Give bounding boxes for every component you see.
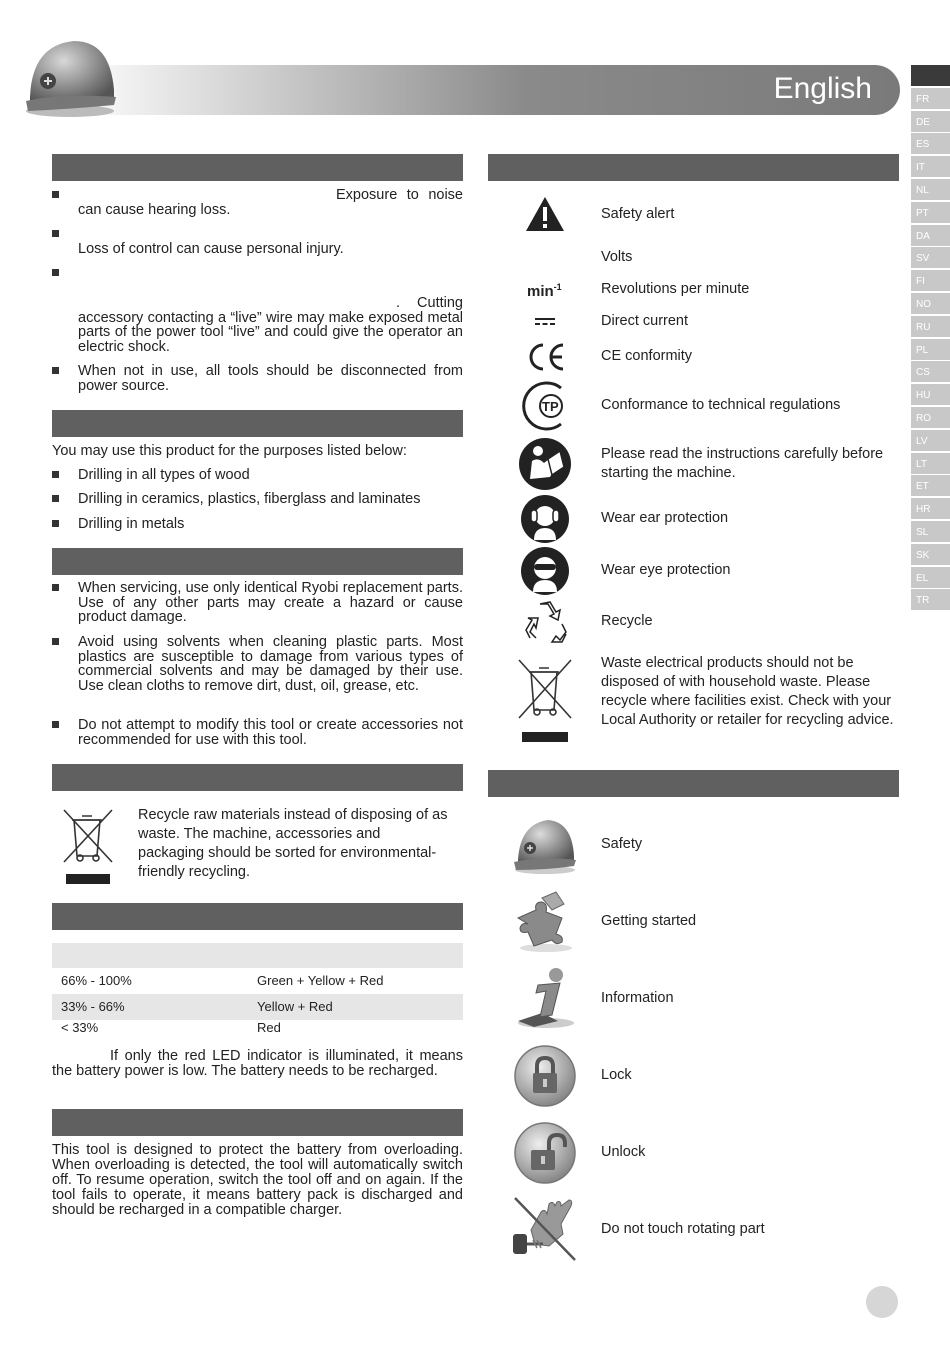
maintenance-item [52, 635, 463, 693]
intended-use-intro: You may use this product for the purposes listed below: [52, 443, 407, 459]
lang-tab-el[interactable]: EL [911, 567, 950, 588]
helmet-icon [512, 816, 578, 876]
maintenance-text: When servicing, use only identical Ryobi replacement parts. Use of any other parts may create a hazard or cause product damage. [78, 580, 463, 625]
lang-tab-ru[interactable]: RU [911, 316, 950, 337]
warning-text: When not in use, all tools should be disconnected from power source. [78, 363, 463, 394]
bullet-square [52, 495, 59, 502]
lang-tab-pt[interactable]: PT [911, 202, 950, 223]
symbol-label: Safety alert [601, 206, 675, 222]
unlock-icon [513, 1121, 577, 1185]
intended-use-text: Drilling in metals [78, 516, 185, 532]
helmet-icon [22, 35, 122, 120]
overload-bar [52, 1109, 463, 1136]
warning-item-live-wire [52, 266, 463, 354]
symbol-label: Please read the instructions carefully before starting the machine. [601, 446, 884, 481]
ce-icon [526, 342, 566, 372]
lang-tab-pl[interactable]: PL [911, 339, 950, 360]
symbol-label: Recycle [601, 613, 653, 629]
lang-tab-ro[interactable]: RO [911, 407, 950, 428]
warning-item-noise [52, 188, 463, 217]
lang-tab-it[interactable]: IT [911, 156, 950, 177]
min-text: min [527, 283, 554, 300]
symbol-label: CE conformity [601, 348, 693, 364]
symbol-label: Conformance to technical regulations [601, 397, 841, 413]
direct-current-icon [534, 317, 556, 327]
battery-indicator-bar [52, 903, 463, 930]
weee-bin-icon [516, 658, 574, 744]
intended-use-item [52, 517, 463, 532]
table-cell-leds: Red [257, 1020, 281, 1035]
bullet-square [52, 230, 59, 237]
lock-icon [513, 1044, 577, 1108]
symbol-label: Wear eye protection [601, 562, 731, 578]
symbol-label: Do not touch rotating part [601, 1221, 765, 1237]
warning-text: . Cutting accessory contacting a “live” wire may make exposed metal parts of the power tool “live” and could give the operator an electric shock. [78, 295, 463, 355]
overload-text: This tool is designed to protect the battery from overloading. When overloading is detected, the tool will automatically switch off. To resume operation, switch the tool off and on again. If the tool fails to operate, it means battery pack is discharged and should be recharged in a compatible charger. [52, 1142, 463, 1218]
min-icon [527, 282, 562, 300]
table-cell-leds: Yellow + Red [257, 999, 333, 1014]
table-cell-level: 33% - 66% [61, 999, 125, 1014]
bullet-square [52, 638, 59, 645]
table-row [52, 968, 463, 994]
warning-text: Loss of control can cause personal injury. [78, 241, 344, 257]
environment-bar [52, 764, 463, 791]
no-touch-icon [511, 1194, 579, 1264]
read-manual-icon [518, 437, 572, 491]
lang-tab-fr[interactable]: FR [911, 88, 950, 109]
intended-use-item [52, 468, 463, 483]
symbol-label: Waste electrical products should not be disposed of with household waste. Please recycle where facilities exist. Check with your Local Authority or retailer for recycling advice. [601, 655, 894, 728]
weee-bin-icon [60, 806, 116, 886]
table-row [52, 994, 463, 1020]
warnings-bar [52, 154, 463, 181]
symbol-label: Wear ear protection [601, 510, 729, 526]
bullet-square [52, 269, 59, 276]
lang-tab-hr[interactable]: HR [911, 498, 950, 519]
lang-tab-no[interactable]: NO [911, 293, 950, 314]
min-sup: -1 [553, 282, 562, 292]
intended-use-text: Drilling in ceramics, plastics, fiberglass and laminates [78, 491, 421, 507]
maintenance-text: Do not attempt to modify this tool or create accessories not recommended for use with this tool. [78, 717, 463, 748]
lang-tab-sl[interactable]: SL [911, 521, 950, 542]
language-tabs [911, 65, 950, 612]
lang-tab-fi[interactable]: FI [911, 270, 950, 291]
eye-protection-icon [520, 546, 570, 596]
lang-tab-de[interactable]: DE [911, 111, 950, 132]
warning-item-disconnect [52, 364, 463, 393]
intended-use-text: Drilling in all types of wood [78, 467, 250, 483]
bullet-square [52, 367, 59, 374]
environment-text: Recycle raw materials instead of disposing of as waste. The machine, accessories and packaging should be sorted for environmental-friendly recycling. [138, 807, 448, 880]
page-number-badge [866, 1286, 898, 1318]
symbol-label: Safety [601, 836, 643, 852]
battery-note: If only the red LED indicator is illuminated, it means the battery power is low. The battery needs to be recharged. [52, 1048, 463, 1079]
warning-text: Exposure to noise can cause hearing loss. [78, 187, 463, 218]
symbol-label: Getting started [601, 913, 697, 929]
lang-tab-en[interactable] [911, 65, 950, 86]
symbol-label: Lock [601, 1067, 632, 1083]
maintenance-item [52, 718, 463, 747]
symbol-label: Volts [601, 249, 633, 265]
lang-tab-tr[interactable]: TR [911, 589, 950, 610]
symbols-bar [488, 154, 899, 181]
lang-tab-et[interactable]: ET [911, 475, 950, 496]
info-figure-icon [512, 965, 578, 1031]
svg-text:TP: TP [542, 399, 559, 414]
symbol-label: Direct current [601, 313, 689, 329]
safety-alert-icon [524, 195, 566, 233]
puzzle-icon [512, 888, 578, 954]
battery-table [52, 943, 463, 1038]
warning-item-control [52, 227, 463, 257]
table-header-row [52, 943, 463, 968]
bullet-square [52, 520, 59, 527]
table-cell-level: 66% - 100% [61, 973, 132, 988]
symbol-label: Unlock [601, 1144, 646, 1160]
ear-protection-icon [520, 494, 570, 544]
table-cell-level: < 33% [61, 1020, 99, 1035]
manual-symbols-bar [488, 770, 899, 797]
lang-tab-da[interactable]: DA [911, 225, 950, 246]
bullet-square [52, 584, 59, 591]
bullet-square [52, 191, 59, 198]
lang-tab-es[interactable]: ES [911, 133, 950, 154]
maintenance-text: Avoid using solvents when cleaning plastic parts. Most plastics are susceptible to damage from various types of commercial solvents and may be damaged by their use. Use clean cloths to remove dirt, dust, oil, grease, etc. [78, 634, 463, 694]
maintenance-bar [52, 548, 463, 575]
lang-tab-hu[interactable]: HU [911, 384, 950, 405]
bullet-square [52, 721, 59, 728]
recycle-icon [522, 598, 570, 644]
page-title: English [773, 72, 872, 105]
lang-tab-nl[interactable]: NL [911, 179, 950, 200]
intended-use-bar [52, 410, 463, 437]
bullet-square [52, 471, 59, 478]
lang-tab-lt[interactable]: LT [911, 453, 950, 474]
lang-tab-sv[interactable]: SV [911, 247, 950, 268]
maintenance-item [52, 581, 463, 625]
lang-tab-sk[interactable]: SK [911, 544, 950, 565]
lang-tab-lv[interactable]: LV [911, 430, 950, 451]
symbol-label: Information [601, 990, 674, 1006]
intended-use-item [52, 492, 463, 507]
table-cell-leds: Green + Yellow + Red [257, 973, 384, 988]
symbol-label: Revolutions per minute [601, 281, 750, 297]
gost-tp-icon [517, 380, 573, 432]
lang-tab-cs[interactable]: CS [911, 361, 950, 382]
table-row [52, 1020, 463, 1038]
